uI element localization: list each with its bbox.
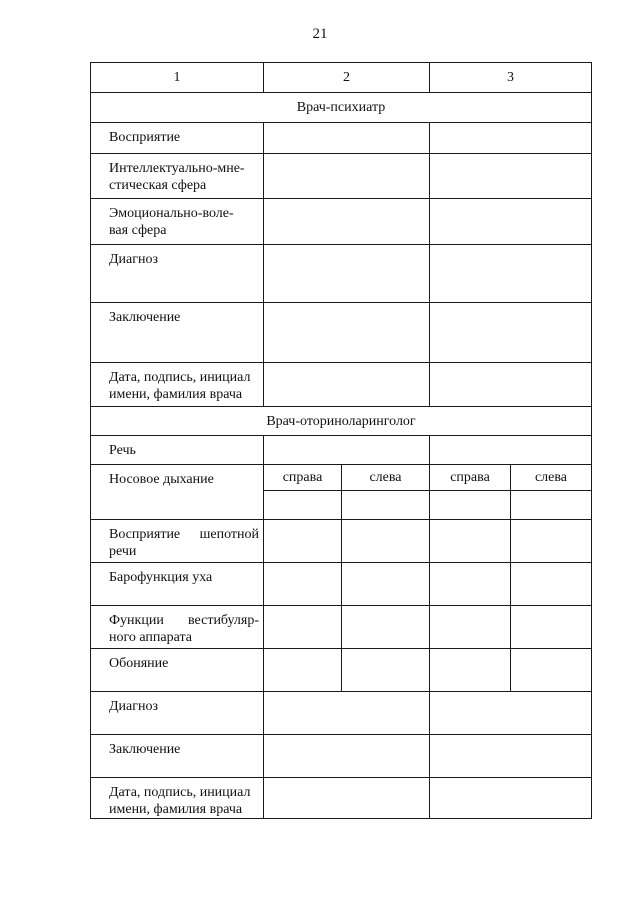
row-label: Диагноз: [91, 692, 264, 735]
subheader-left: слева: [342, 465, 430, 491]
input-cell[interactable]: [430, 123, 592, 154]
input-cell[interactable]: [264, 606, 342, 649]
input-cell[interactable]: [430, 606, 511, 649]
row-label: Заключение: [91, 303, 264, 363]
subheader-right: справа: [264, 465, 342, 491]
row-label: Эмоционально-воле- вая сфера: [91, 199, 264, 245]
input-cell[interactable]: [264, 363, 430, 407]
table-row: [91, 303, 592, 363]
table-row: [91, 123, 592, 154]
input-cell[interactable]: [511, 520, 592, 563]
row-label: Восприятие: [91, 123, 264, 154]
row-label: Барофункция уха: [91, 563, 264, 606]
section-psychiatrist: [91, 93, 592, 123]
input-cell[interactable]: [264, 491, 342, 520]
input-cell[interactable]: [264, 436, 430, 465]
row-label: Дата, подпись, инициал имени, фамилия врача: [91, 778, 264, 819]
table-row: [91, 692, 592, 735]
input-cell[interactable]: [430, 363, 592, 407]
row-label: Интеллектуально-мне- стическая сфера: [91, 154, 264, 199]
input-cell[interactable]: [264, 692, 430, 735]
section-ent: [91, 407, 592, 436]
section-title: Врач-психиатр: [91, 93, 592, 123]
input-cell[interactable]: [430, 245, 592, 303]
input-cell[interactable]: [430, 199, 592, 245]
input-cell[interactable]: [264, 123, 430, 154]
row-label: Дата, подпись, инициал имени, фамилия врача: [91, 363, 264, 407]
input-cell[interactable]: [430, 303, 592, 363]
row-label: Заключение: [91, 735, 264, 778]
subheader-left: слева: [511, 465, 592, 491]
input-cell[interactable]: [264, 199, 430, 245]
input-cell[interactable]: [264, 778, 430, 819]
subheader-right: справа: [430, 465, 511, 491]
header-row: [91, 63, 592, 93]
input-cell[interactable]: [264, 245, 430, 303]
input-cell[interactable]: [511, 649, 592, 692]
row-label: Диагноз: [91, 245, 264, 303]
input-cell[interactable]: [264, 303, 430, 363]
input-cell[interactable]: [511, 563, 592, 606]
row-label: Восприятие шепотной речи: [91, 520, 264, 563]
input-cell[interactable]: [430, 563, 511, 606]
input-cell[interactable]: [342, 649, 430, 692]
table-row: [91, 778, 592, 819]
table-row: [91, 436, 592, 465]
input-cell[interactable]: [511, 606, 592, 649]
input-cell[interactable]: [264, 563, 342, 606]
input-cell[interactable]: [264, 520, 342, 563]
input-cell[interactable]: [342, 606, 430, 649]
input-cell[interactable]: [430, 692, 592, 735]
input-cell[interactable]: [342, 491, 430, 520]
input-cell[interactable]: [430, 491, 511, 520]
table-row: [91, 245, 592, 303]
input-cell[interactable]: [264, 154, 430, 199]
page-number: 21: [312, 26, 328, 42]
row-label: Речь: [91, 436, 264, 465]
input-cell[interactable]: [342, 563, 430, 606]
input-cell[interactable]: [264, 649, 342, 692]
row-label: Функции вестибуляр- ного аппарата: [91, 606, 264, 649]
row-label: Обоняние: [91, 649, 264, 692]
table-row: [91, 735, 592, 778]
input-cell[interactable]: [430, 778, 592, 819]
table-row: [91, 563, 592, 606]
input-cell[interactable]: [342, 520, 430, 563]
table-row: [91, 363, 592, 407]
input-cell[interactable]: [264, 735, 430, 778]
table-row: [91, 154, 592, 199]
header-col-1: 1: [91, 63, 264, 93]
row-label: Носовое дыхание: [91, 465, 264, 520]
table-row: [91, 606, 592, 649]
input-cell[interactable]: [430, 154, 592, 199]
table-row: [91, 465, 592, 491]
section-title: Врач-оториноларинголог: [91, 407, 592, 436]
input-cell[interactable]: [430, 520, 511, 563]
header-col-3: 3: [430, 63, 592, 93]
medical-form-table: [90, 62, 592, 819]
header-col-2: 2: [264, 63, 430, 93]
input-cell[interactable]: [430, 735, 592, 778]
table-row: [91, 199, 592, 245]
table-row: [91, 649, 592, 692]
input-cell[interactable]: [511, 491, 592, 520]
table-row: [91, 520, 592, 563]
input-cell[interactable]: [430, 649, 511, 692]
input-cell[interactable]: [430, 436, 592, 465]
